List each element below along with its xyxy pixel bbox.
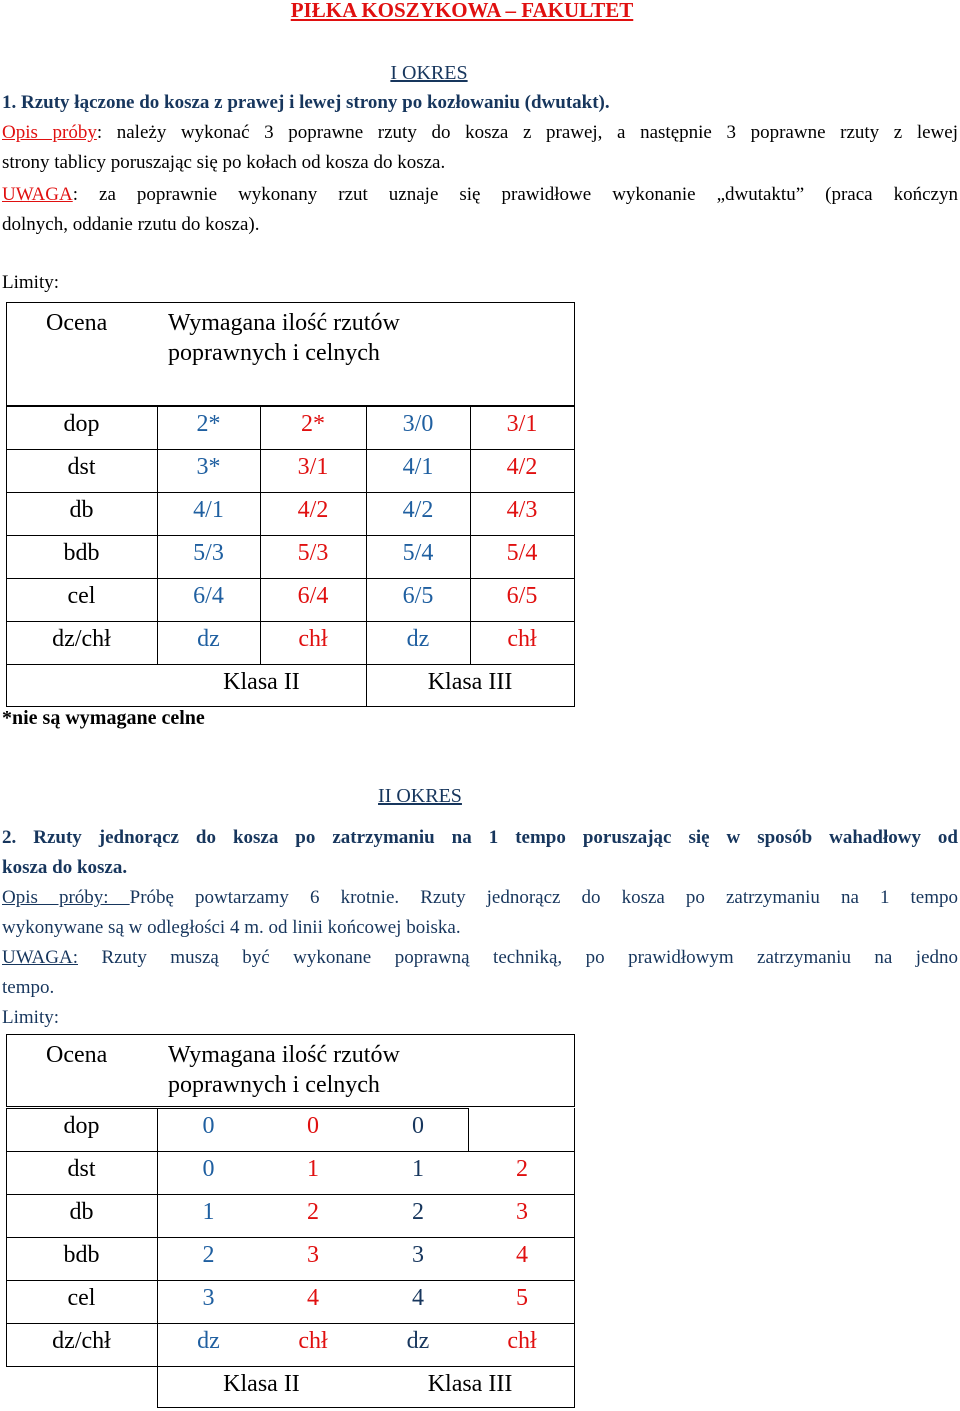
period2-heading: II OKRES — [378, 785, 462, 807]
table-border — [6, 1366, 575, 1367]
class-label: Klasa II — [223, 1371, 300, 1397]
exercise-title-text: 2. Rzuty jednorącz do kosza po zatrzymaniu na 1 tempo poruszając się w sposób wahadłowy od — [2, 827, 958, 848]
value-cell: 0 — [202, 1113, 215, 1139]
grade-cell: db — [69, 1199, 94, 1225]
value-cell: 1 — [307, 1156, 319, 1182]
table-border — [6, 1194, 575, 1195]
value-cell: 2 — [516, 1156, 528, 1182]
value-cell: 2* — [301, 411, 325, 437]
table-border — [6, 1106, 575, 1107]
value-cell: 4/1 — [193, 497, 224, 523]
note-text: : za poprawnie wykonany rzut uznaje się prawidłowe wykonanie „dwutaktu” (praca kończyn — [72, 184, 958, 205]
value-cell: chł — [507, 1328, 537, 1354]
value-cell: 6/5 — [402, 583, 434, 609]
period1-footnote: *nie są wymagane celne — [2, 707, 205, 729]
value-cell: chł — [507, 626, 537, 652]
grade-cell: cel — [67, 1285, 96, 1311]
value-cell: 4 — [307, 1285, 319, 1311]
grade-cell: dst — [67, 1156, 96, 1182]
grade-cell: dst — [67, 454, 96, 480]
note-text: tempo. — [2, 977, 55, 998]
grade-cell: dz/chł — [52, 1328, 111, 1354]
note-label: UWAGA: — [2, 947, 78, 968]
description-text: strony tablicy poruszając się po kołach od kosza do kosza. — [2, 152, 446, 173]
value-cell: 0 — [307, 1113, 319, 1139]
value-cell: 2* — [196, 411, 221, 437]
table-border — [6, 1323, 575, 1324]
table-border — [6, 1108, 469, 1109]
exercise-title-text: 1. Rzuty łączone do kosza z prawej i lewej strony po kozłowaniu (dwutakt). — [2, 92, 610, 113]
value-cell: 3 — [516, 1199, 528, 1225]
description-label: Opis próby — [2, 122, 97, 143]
header-required: poprawnych i celnych — [168, 340, 380, 366]
value-cell: 0 — [202, 1156, 215, 1182]
header-required: poprawnych i celnych — [168, 1072, 380, 1098]
limits-text: Limity: — [2, 1007, 59, 1028]
class-label: Klasa II — [223, 669, 300, 695]
value-cell: 6/5 — [506, 583, 538, 609]
note-text: dolnych, oddanie rzutu do kosza). — [2, 214, 260, 235]
class-label: Klasa III — [427, 1371, 513, 1397]
value-cell: 2 — [202, 1242, 215, 1268]
value-cell: 6/4 — [193, 583, 224, 609]
value-cell: 3/1 — [297, 454, 329, 480]
grade-cell: db — [69, 497, 94, 523]
grade-cell: cel — [67, 583, 96, 609]
value-cell: 5/3 — [297, 540, 329, 566]
value-cell: 3* — [196, 454, 221, 480]
value-cell: 1 — [412, 1156, 424, 1182]
description-label: Opis próby: — [2, 887, 130, 908]
value-cell: chł — [298, 1328, 328, 1354]
value-cell: 5/3 — [193, 540, 224, 566]
value-cell: 4/1 — [402, 454, 434, 480]
table-border — [6, 1280, 575, 1281]
table-border — [157, 1407, 575, 1408]
table-border — [6, 1034, 575, 1035]
value-cell: chł — [298, 626, 328, 652]
value-cell: dz — [197, 626, 220, 652]
value-cell: dz — [406, 626, 430, 652]
grade-cell: bdb — [63, 540, 100, 566]
value-cell: 3/0 — [402, 411, 434, 437]
class-label: Klasa III — [427, 669, 513, 695]
value-cell: 3 — [307, 1242, 319, 1268]
description-text: : należy wykonać 3 poprawne rzuty do kosza z prawej, a następnie 3 poprawne rzuty z lewej — [96, 122, 958, 143]
description-text: wykonywane są w odległości 4 m. od linii końcowej boiska. — [2, 917, 461, 938]
header-grade: Ocena — [46, 310, 108, 336]
grade-cell: dz/chł — [52, 626, 111, 652]
value-cell: 4/2 — [297, 497, 329, 523]
document-title: PIŁKA KOSZYKOWA – FAKULTET — [290, 0, 634, 22]
value-cell: 4/2 — [402, 497, 434, 523]
table-border — [6, 1237, 575, 1238]
value-cell: 2 — [307, 1199, 319, 1225]
value-cell: dz — [406, 1328, 430, 1354]
value-cell: 4/2 — [506, 454, 538, 480]
header-required: Wymagana ilość rzutów — [168, 1042, 400, 1068]
table-border — [574, 1034, 575, 1106]
value-cell: 6/4 — [297, 583, 329, 609]
period1-heading: I OKRES — [390, 62, 468, 84]
note-label: UWAGA — [2, 184, 73, 205]
description-text: Próbę powtarzamy 6 krotnie. Rzuty jednorącz do kosza po zatrzymaniu na 1 tempo — [129, 887, 959, 908]
grade-cell: dop — [63, 1113, 100, 1139]
value-cell: 3 — [202, 1285, 215, 1311]
value-cell: 5/4 — [402, 540, 434, 566]
exercise-title-text: kosza do kosza. — [2, 857, 128, 878]
grade-cell: bdb — [63, 1242, 100, 1268]
value-cell: 1 — [202, 1199, 215, 1225]
value-cell: 2 — [412, 1199, 424, 1225]
table-border — [6, 1034, 7, 1106]
value-cell: dz — [197, 1328, 220, 1354]
value-cell: 4 — [412, 1285, 424, 1311]
value-cell: 5/4 — [506, 540, 538, 566]
header-required: Wymagana ilość rzutów — [168, 310, 400, 336]
value-cell: 3/1 — [506, 411, 538, 437]
limits-text: Limity: — [2, 272, 59, 293]
grade-cell: dop — [63, 411, 100, 437]
value-cell: 5 — [516, 1285, 528, 1311]
header-grade: Ocena — [46, 1042, 108, 1068]
table-border — [6, 1151, 575, 1152]
value-cell: 3 — [412, 1242, 424, 1268]
value-cell: 4/3 — [506, 497, 538, 523]
note-text: Rzuty muszą być wykonane poprawną techniką, po prawidłowym zatrzymaniu na jedno — [78, 947, 958, 968]
value-cell: 4 — [516, 1242, 528, 1268]
value-cell: 0 — [412, 1113, 424, 1139]
table-border — [574, 1108, 575, 1408]
